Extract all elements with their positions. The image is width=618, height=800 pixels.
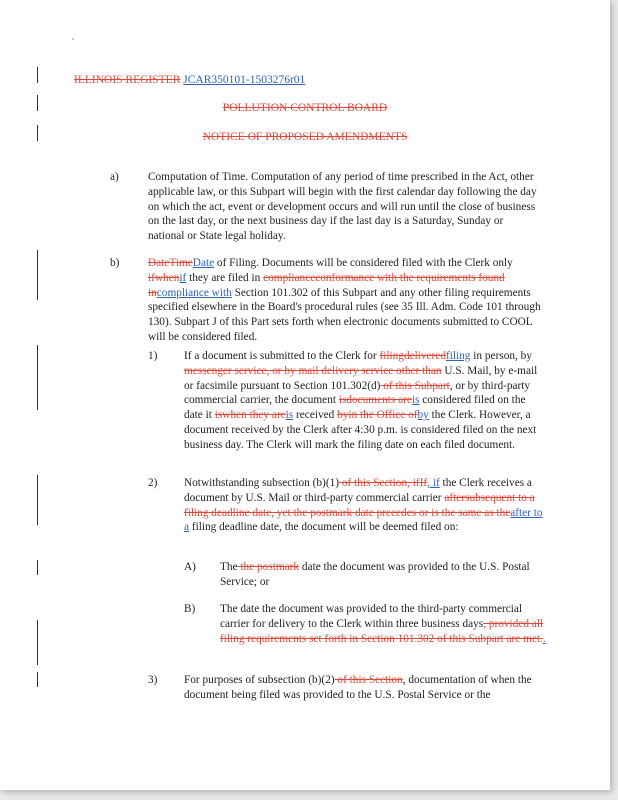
register-header	[74, 73, 305, 88]
section-a-label: a)	[110, 171, 119, 183]
item-2B-text: The date the document was provided to the third-party commercial carrier for delivery to the Clerk within three business days, provided all filing requirements set forth in Section 101.302 of this Subpart are met..	[220, 603, 546, 645]
item-2B-label: B)	[184, 603, 196, 615]
change-bar	[37, 560, 38, 575]
item-3-label: 3)	[148, 674, 158, 686]
section-a-text: Computation of Time. Computation of any period of time prescribed in the Act, other applicable law, or this Subpart will begin with the first calendar day following the day on which the act, event or development occurs and will run until the close of business on the last day, or the next business day if the last day is a Saturday, Sunday or national or State legal holiday.	[148, 171, 537, 243]
change-bar	[37, 672, 38, 687]
item-2-text: Notwithstanding subsection (b)(1) of this Section, ifIf, if the Clerk receives a document by U.S. Mail or third-party commercial carrier aftersubsequent to a filing deadline date, yet the postmark date precedes or is the same as theafter to a filing deadline date, the document will be deemed filed on:	[184, 477, 543, 534]
notice-title: NOTICE OF PROPOSED AMENDMENTS	[202, 131, 408, 143]
section-b-text: DateTimeDate of Filing. Documents will be considered filed with the Clerk only ifwhenif they are filed in complianceconformance with the requirements found incompliance with Section 101.302 of this Subpart and any other filing requirements specified elsewhere in the Board's procedural rules (see 35 Ill. Adm. Code 101 through 130). Subpart J of this Part sets forth when electronic documents submitted to COOL will be considered filed.	[148, 257, 541, 343]
item-3-text: For purposes of subsection (b)(2) of this Section, documentation of when the document being filed was provided to the U.S. Postal Service or the	[184, 674, 532, 701]
change-bar	[37, 67, 38, 83]
board-title: POLLUTION CONTROL BOARD	[222, 102, 388, 114]
change-bar	[37, 250, 38, 300]
item-2A-text: The the postmark date the document was provided to the U.S. Postal Service; or	[220, 561, 530, 588]
change-bar	[37, 620, 38, 665]
change-bar	[37, 475, 38, 525]
section-b-label: b)	[110, 257, 120, 269]
item-1-label: 1)	[148, 350, 158, 362]
scan-speck	[72, 38, 74, 40]
item-2-label: 2)	[148, 477, 158, 489]
register-deleted: ILLINOIS REGISTER	[74, 74, 181, 86]
change-bar	[37, 345, 38, 410]
item-2A-label: A)	[184, 561, 196, 573]
register-inserted: JCAR350101-1503276r01	[183, 74, 306, 86]
item-1-text: If a document is submitted to the Clerk for filingdeliveredfiling in person, by messenger service, or by mail delivery service other than U.S. Mail, by e-mail or facsimile pursuant to Section 101.302(d) of this Subpart, or by third-party commercial carrier, the document isdocuments areis considered filed on the date it iswhen they areis received byin the Office ofby the Clerk. However, a document received by the Clerk after 4:30 p.m. is considered filed on the next business day. The Clerk will mark the filing date on each filed document.	[184, 350, 538, 451]
